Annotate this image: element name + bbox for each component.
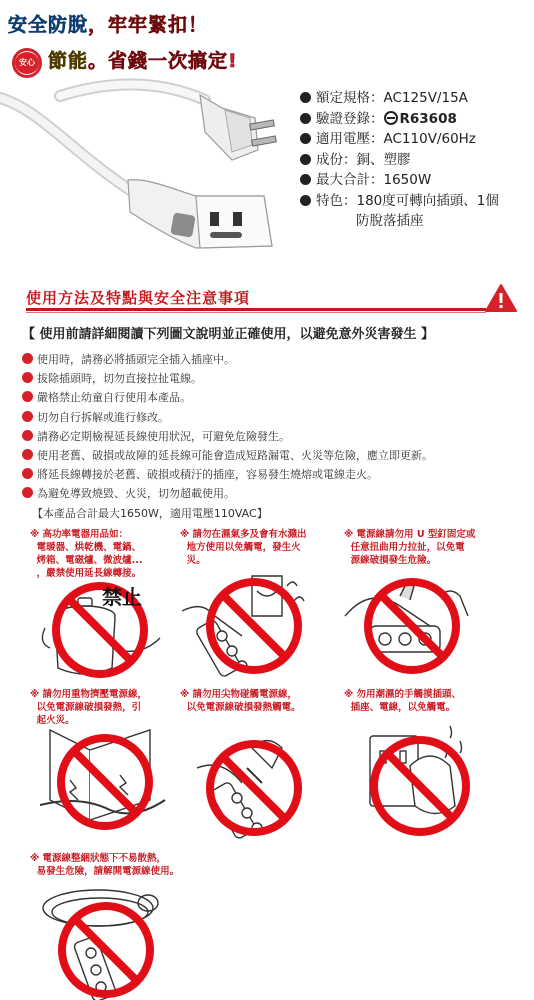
- warning-text-sharp-object: ※ 請勿用尖物碰觸電源線， 以免電源線破損發熱觸電。: [180, 689, 301, 713]
- section-title: 使用方法及特點與安全注意事項: [26, 289, 251, 307]
- section-divider: [26, 308, 486, 311]
- bullet-icon: [300, 113, 311, 124]
- warning-text-high-power: ※ 高功率電器用品如： 電暖器、烘乾機、電鍋、 烤箱、電磁爐、微波爐... ，嚴禁使用延長線轉接。: [30, 529, 143, 579]
- no-sharp-object-icon: [192, 728, 322, 848]
- bullet-icon: [300, 174, 311, 185]
- no-u-nail-icon: [340, 566, 490, 686]
- bullet-icon: [22, 430, 33, 441]
- bsmi-cert-icon: [384, 111, 398, 125]
- rules-list: [22, 350, 522, 523]
- spec-rated: 額定規格：AC125V/15A: [300, 88, 530, 109]
- list-item: 拔除插頭時，切勿直接拉扯電線。: [22, 369, 522, 388]
- spec-features: 特色：180度可轉向插頭、1個: [300, 191, 530, 212]
- spec-voltage: 適用電壓：AC110V/60Hz: [300, 129, 530, 150]
- anti-drop-socket: [128, 180, 272, 248]
- spec-list: [300, 88, 530, 232]
- bullet-icon: [22, 372, 33, 383]
- list-item: 請務必定期檢視延長線使用狀況，可避免危險發生。: [22, 427, 522, 446]
- bullet-icon: [300, 154, 311, 165]
- headline-1-blue: 安全防脫: [8, 14, 89, 36]
- bullet-icon: [22, 411, 33, 422]
- bullet-icon: [22, 487, 33, 498]
- headline-1-red: ，牢牢緊扣！: [88, 14, 209, 36]
- bullet-icon: [300, 133, 311, 144]
- warning-text-u-nail: ※ 電源線請勿用 U 型釘固定或 任意扭曲用力拉扯，以免電 源線破損發生危險。: [344, 529, 476, 566]
- headline-2-red: 。省錢一次搞定!: [88, 50, 238, 72]
- no-coiled-cord-icon: [28, 878, 178, 1000]
- list-item: 為避免導致燒毀、火災，切勿超載使用。: [22, 484, 522, 503]
- bullet-icon: [22, 468, 33, 479]
- no-heavy-object-icon: [40, 720, 170, 840]
- list-item: 嚴格禁止幼童自行使用本產品。: [22, 388, 522, 407]
- no-wet-location-icon: [182, 566, 322, 686]
- bullet-icon: [22, 391, 33, 402]
- list-item: 使用老舊、破損或故障的延長線可能會造成短路漏電、火災等危險，應立即更新。: [22, 446, 522, 465]
- bullet-icon: [22, 449, 33, 460]
- warning-triangle-icon: [484, 283, 518, 313]
- section-divider-thin: [26, 312, 486, 313]
- bullet-icon: [300, 92, 311, 103]
- rotatable-plug: [200, 95, 276, 160]
- warning-text-coiled-cord: ※ 電源線整綑狀態下不易散熱， 易發生危險，請解開電源線使用。: [30, 853, 180, 877]
- spec-features-cont: 防脫落插座: [356, 213, 424, 229]
- headline-2-yellow: 節能: [48, 50, 89, 72]
- rules-note: 【本產品合計最大1650W，適用電壓110VAC】: [32, 506, 268, 520]
- no-high-power-appliance-icon: [40, 568, 170, 688]
- bullet-icon: [300, 195, 311, 206]
- no-wet-hands-icon: [350, 716, 490, 846]
- intro-statement: 【 使用前請詳細閱讀下列圖文說明並正確使用，以避免意外災害發生 】: [22, 327, 435, 342]
- bullet-icon: [22, 353, 33, 364]
- list-item: 切勿自行拆解或進行修改。: [22, 408, 522, 427]
- warning-text-heavy-object: ※ 請勿用重物擠壓電源線， 以免電源線破損發熱，引 起火災。: [30, 689, 148, 726]
- list-item: 使用時，請務必將插頭完全插入插座中。: [22, 350, 522, 369]
- spec-material: 成份：銅、塑膠: [300, 150, 530, 171]
- warning-text-wet-hands: ※ 勿用潮濕的手觸摸插頭、 插座、電線，以免觸電。: [344, 689, 462, 713]
- list-item: 將延長線轉接於老舊、破損或積汙的插座，容易發生燒熔或電線走火。: [22, 465, 522, 484]
- spec-max-power: 最大合計：1650W: [300, 170, 530, 191]
- warning-text-moisture: ※ 請勿在濕氣多及會有水濺出 地方使用以免觸電，發生火 災。: [180, 529, 307, 566]
- spec-cert: 驗證登錄： R63608: [300, 109, 530, 130]
- heart-icon: 安心: [15, 52, 39, 74]
- forbidden-stamp: 禁止: [102, 585, 142, 609]
